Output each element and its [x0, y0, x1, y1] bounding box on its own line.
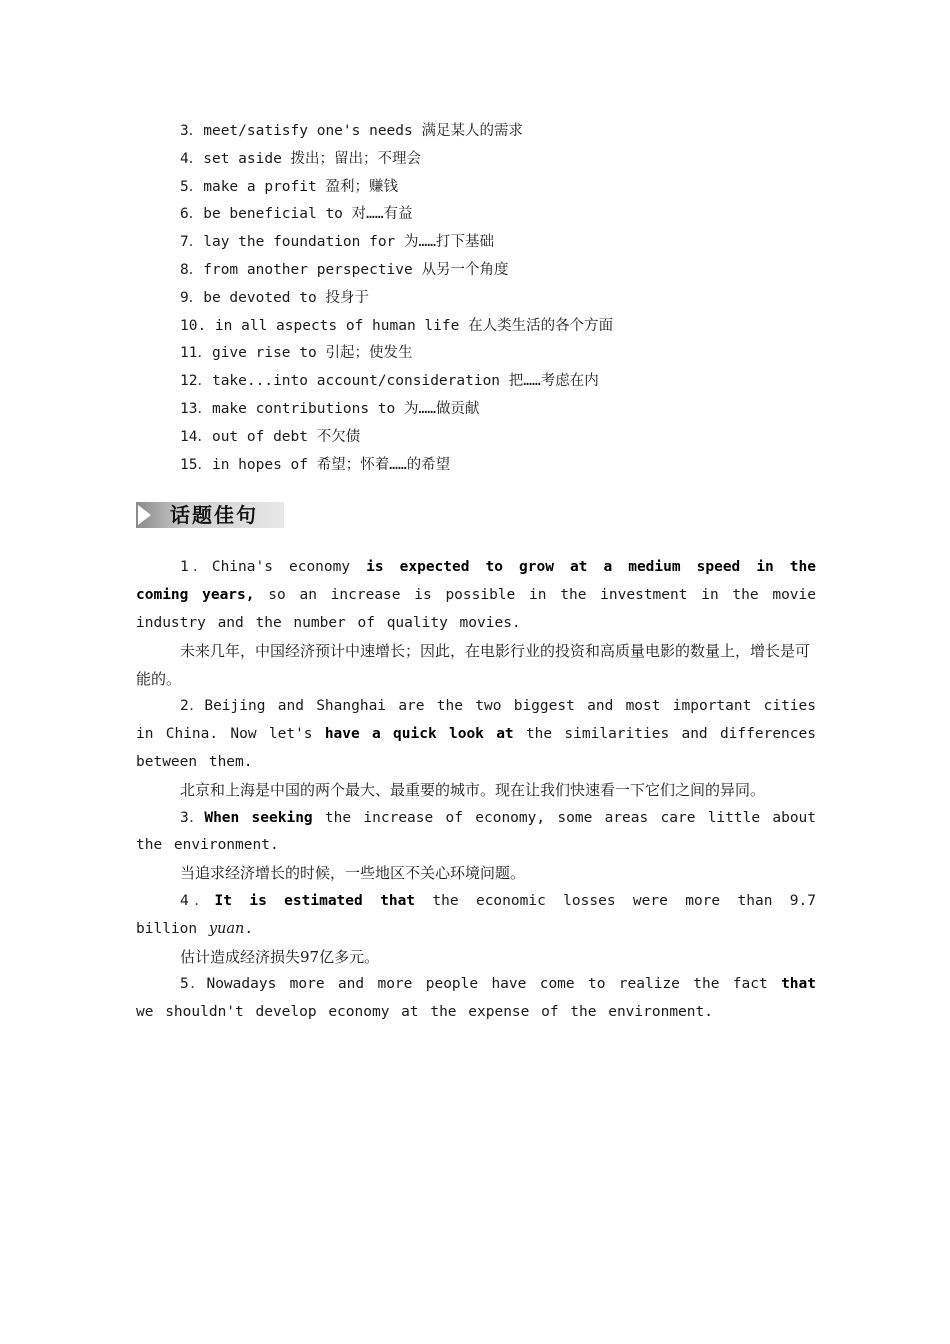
sentence-item: [136, 805, 816, 888]
phrase-item: 10. in all aspects of human life 在人类生活的各个方面: [180, 317, 614, 334]
key-phrase: is expected to grow at a medium speed in the coming years,: [136, 559, 816, 604]
sentence-item: [136, 693, 816, 804]
key-phrase: that: [781, 976, 816, 993]
phrase-item: 3．meet/satisfy one's needs 满足某人的需求: [180, 123, 523, 139]
chevron-right-icon: [138, 505, 151, 525]
sentence-english: 4．It is estimated that the economic losses were more than 9.7 billion yuan.: [136, 892, 816, 937]
key-phrase: When seeking: [204, 809, 313, 826]
phrase-item: 7．lay the foundation for 为……打下基础: [180, 234, 494, 251]
document-page: [136, 118, 816, 1027]
phrase-list: [136, 118, 816, 479]
sentence-english: 3．When seeking the increase of economy, some areas care little about the environment.: [136, 809, 817, 854]
key-phrase: It is estimated that: [214, 892, 416, 909]
sentence-list: [136, 554, 816, 1027]
phrase-item: 13．make contributions to 为……做贡献: [180, 400, 480, 417]
sentence-chinese: 当追求经济增长的时候，一些地区不关心环境问题。: [180, 864, 526, 883]
sentence-english: 1．China's economy is expected to grow at a medium speed in the coming years, so an increase is possible in the investment in the movie industry and the number of quality movies.: [136, 559, 816, 631]
sentence-chinese: 估计造成经济损失97亿多元。: [180, 947, 380, 966]
sentence-item: [136, 888, 816, 971]
phrase-item: 8．from another perspective 从另一个角度: [180, 261, 509, 278]
sentence-english: 5．Nowadays more and more people have come to realize the fact that we shouldn't develop economy at the expense of the environment.: [136, 976, 816, 1021]
sentence-item: [136, 554, 816, 693]
phrase-item: 9．be devoted to 投身于: [180, 289, 369, 306]
key-phrase: have a quick look at: [324, 726, 514, 743]
sentence-item: [136, 971, 816, 1027]
section-title: 话题佳句: [170, 503, 258, 528]
phrase-item: 12．take...into account/consideration 把……考虑在内: [180, 373, 599, 390]
phrase-item: 4．set aside 拨出；留出；不理会: [180, 150, 422, 167]
phrase-item: 15．in hopes of 希望；怀着……的希望: [180, 456, 451, 473]
phrase-item: 11．give rise to 引起；使发生: [180, 345, 413, 362]
phrase-item: 5．make a profit 盈利；赚钱: [180, 178, 398, 195]
phrase-item: 6．be beneficial to 对……有益: [180, 206, 413, 223]
sentence-chinese: 未来几年，中国经济预计中速增长；因此，在电影行业的投资和高质量电影的数量上，增长是可能的。: [136, 641, 811, 688]
sentence-english: 2．Beijing and Shanghai are the two biggest and most important cities in China. Now let's have a quick look at the similarities and differences between them.: [136, 698, 817, 770]
sentence-chinese: 北京和上海是中国的两个最大、最重要的城市。现在让我们快速看一下它们之间的异同。: [180, 780, 766, 799]
phrase-item: 14．out of debt 不欠债: [180, 428, 361, 445]
section-header: [136, 502, 284, 529]
